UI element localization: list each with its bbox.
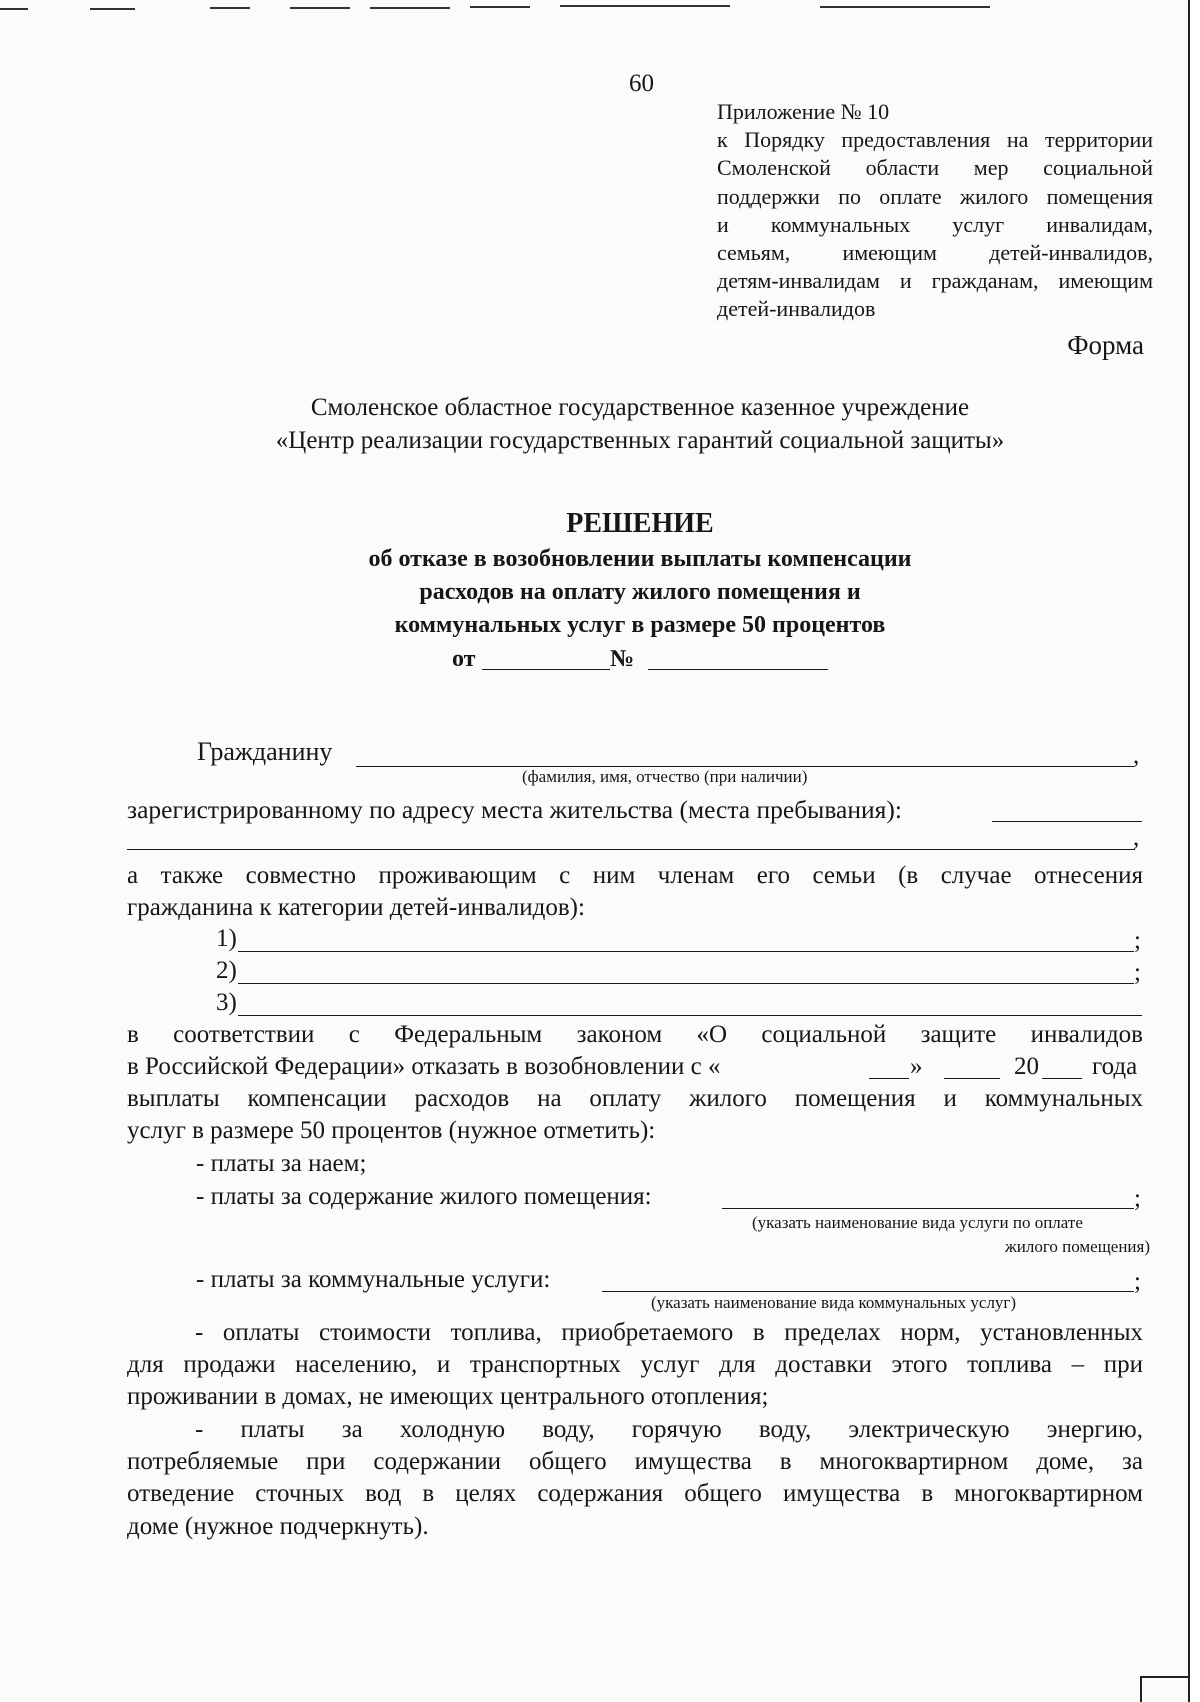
day-field-line[interactable]	[869, 1078, 909, 1079]
paragraph-line: в соответствии с Федеральным законом «О социальной защите инвалидов	[127, 1021, 1143, 1048]
basis-paragraph-cont	[127, 1083, 1143, 1147]
number-field-line[interactable]	[648, 669, 828, 670]
citizen-label: Гражданину	[197, 737, 333, 766]
comma: ,	[1133, 824, 1140, 851]
family-member-line[interactable]	[238, 951, 1134, 952]
scan-artifact	[470, 6, 530, 8]
scan-artifact	[370, 7, 450, 9]
family-item-number: 3)	[216, 989, 237, 1016]
utilities-hint: (указать наименование вида коммунальных услуг)	[651, 1293, 1017, 1312]
address-label: зарегистрированному по адресу места жительства (места пребывания):	[127, 795, 902, 824]
address-line[interactable]	[127, 849, 1135, 850]
appendix-line: к Порядку предоставления на территории	[717, 127, 1153, 153]
month-field-line[interactable]	[944, 1078, 1000, 1079]
date-label: от	[452, 646, 476, 672]
option-utilities: - платы за коммунальные услуги:	[196, 1266, 551, 1293]
fuel-paragraph	[127, 1317, 1143, 1414]
appendix-line: детей-инвалидов	[717, 296, 876, 322]
scan-artifact	[210, 7, 250, 9]
family-member-line[interactable]	[238, 1015, 1142, 1016]
utilities-field-line[interactable]	[602, 1291, 1134, 1292]
basis-line2-start: в Российской Федерации» отказать в возобновлении с «	[127, 1053, 721, 1080]
paragraph-line: - платы за холодную воду, горячую воду, электрическую энергию,	[195, 1416, 1143, 1443]
quote-close: »	[910, 1053, 923, 1080]
family-member-line[interactable]	[238, 983, 1134, 984]
appendix-line: Смоленской области мер социальной	[717, 155, 1153, 181]
document-subtitle: расходов на оплату жилого помещения и	[419, 579, 861, 605]
scan-artifact	[0, 8, 28, 10]
paragraph-line: проживании в домах, не имеющих центрального отопления;	[127, 1383, 769, 1411]
scan-edge	[1188, 0, 1200, 1702]
scan-artifact	[820, 6, 990, 8]
family-item-number: 1)	[216, 925, 237, 952]
scan-edge	[1140, 1676, 1190, 1702]
option-rent: - платы за наем;	[196, 1150, 367, 1177]
appendix-block	[717, 98, 1153, 324]
paragraph-line: услуг в размере 50 процентов (нужное отметить):	[127, 1117, 656, 1145]
page-number: 60	[629, 70, 654, 97]
paragraph-line: выплаты компенсации расходов на оплату жилого помещения и коммунальных	[127, 1085, 1143, 1112]
maintenance-hint: (указать наименование вида услуги по оплате	[752, 1213, 1083, 1232]
year-word: года	[1092, 1053, 1138, 1080]
paragraph-line: доме (нужное подчеркнуть).	[127, 1512, 429, 1540]
water-paragraph	[127, 1414, 1143, 1543]
paragraph-line: гражданина к категории детей-инвалидов):	[127, 894, 585, 922]
paragraph-line: потребляемые при содержании общего имущества в многоквартирном доме, за	[127, 1448, 1143, 1476]
comma: ,	[1133, 742, 1140, 769]
paragraph-line: отведение сточных вод в целях содержания общего имущества в многоквартирном	[127, 1480, 1143, 1508]
maintenance-field-line[interactable]	[722, 1208, 1134, 1209]
scan-artifact	[290, 7, 350, 9]
appendix-line: Приложение № 10	[717, 99, 890, 124]
maintenance-hint: жилого помещения)	[1005, 1237, 1151, 1256]
appendix-line: семьям, имеющим детей-инвалидов,	[717, 240, 1153, 266]
semicolon: ;	[1134, 1185, 1141, 1212]
document-subtitle: об отказе в возобновлении выплаты компенсации	[368, 546, 912, 572]
appendix-line: поддержки по оплате жилого помещения	[717, 183, 1153, 209]
document-title: РЕШЕНИЕ	[566, 508, 714, 539]
address-line[interactable]	[992, 821, 1142, 822]
appendix-line: и коммунальных услуг инвалидам,	[717, 211, 1153, 237]
family-item-number: 2)	[216, 957, 237, 984]
number-label: №	[610, 646, 635, 672]
citizen-name-hint: (фамилия, имя, отчество (при наличии)	[522, 767, 808, 786]
semicolon: ;	[1134, 927, 1141, 954]
year-field-line[interactable]	[1042, 1078, 1082, 1079]
semicolon: ;	[1134, 959, 1141, 986]
paragraph-line: а также совместно проживающим с ним членам его семьи (в случае отнесения	[127, 862, 1143, 889]
option-maintenance: - платы за содержание жилого помещения:	[196, 1183, 652, 1210]
organization-name-line1: Смоленское областное государственное казенное учреждение	[310, 394, 970, 421]
paragraph-line: - оплаты стоимости топлива, приобретаемого в пределах норм, установленных	[195, 1319, 1143, 1346]
year-prefix: 20	[1014, 1053, 1039, 1080]
organization-name-line2: «Центр реализации государственных гарантий социальной защиты»	[275, 427, 1005, 454]
scan-artifact	[560, 5, 730, 7]
paragraph-line: для продажи населению, и транспортных услуг для доставки этого топлива – при	[127, 1351, 1143, 1379]
scan-artifact	[90, 8, 135, 10]
appendix-line: детям-инвалидам и гражданам, имеющим	[717, 268, 1153, 294]
basis-paragraph	[127, 1019, 1143, 1051]
form-label: Форма	[1067, 330, 1144, 360]
family-paragraph	[127, 860, 1143, 924]
semicolon: ;	[1134, 1268, 1141, 1295]
document-subtitle: коммунальных услуг в размере 50 процентов	[394, 612, 886, 638]
date-field-line[interactable]	[482, 669, 610, 670]
